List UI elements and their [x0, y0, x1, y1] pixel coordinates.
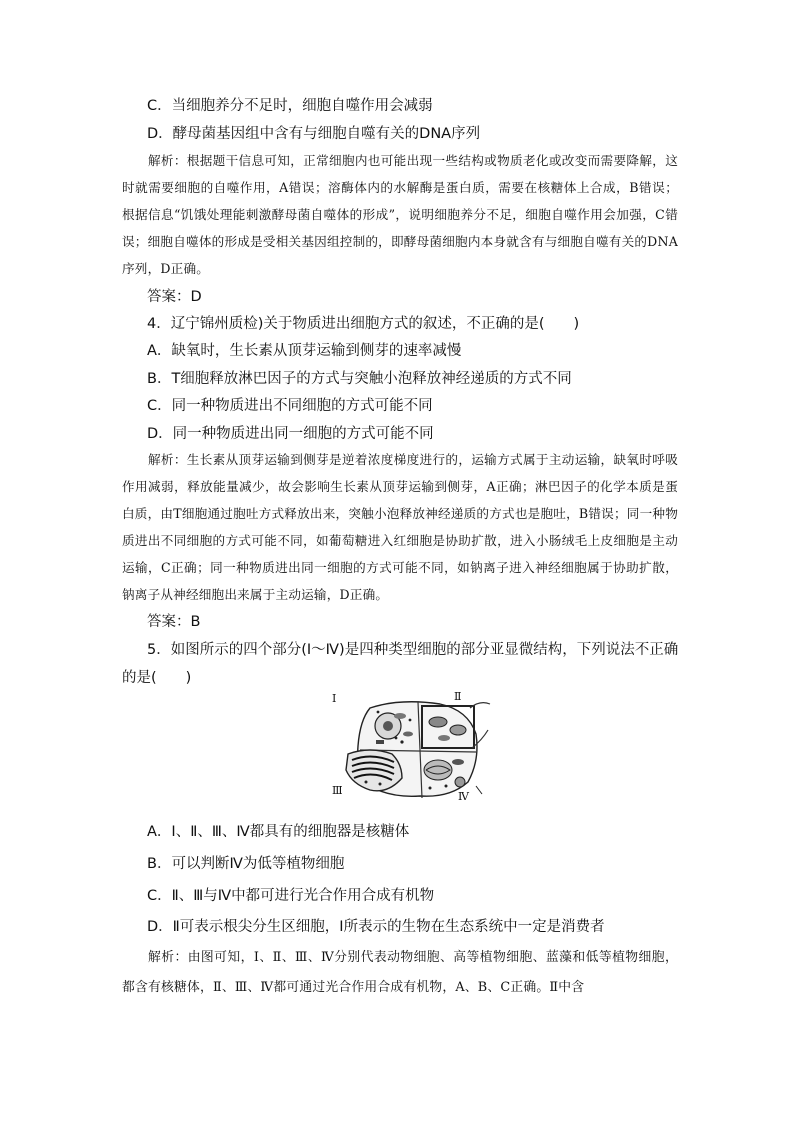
figure-label-iv: Ⅳ	[458, 790, 469, 803]
q3-option-c: C．当细胞养分不足时，细胞自噬作用会减弱	[147, 98, 433, 114]
q5-stem-line2: 的是( )	[122, 670, 192, 686]
figure-label-ii: Ⅱ	[454, 690, 462, 703]
q4-option-d: D．同一种物质进出同一细胞的方式可能不同	[147, 426, 434, 442]
cell-diagram-svg	[330, 690, 492, 805]
q5-option-d: D．Ⅱ可表示根尖分生区细胞，Ⅰ所表示的生物在生态系统中一定是消费者	[147, 919, 605, 935]
q3-explanation: 解析：根据题干信息可知，正常细胞内也可能出现一些结构或物质老化或改变而需要降解，这时就需要细胞的自噬作用，A错误；溶酶体内的水解酶是蛋白质，需要在核糖体上合成，B错误；根据信息“饥饿处理能刺激酵母菌自噬体的形成”，说明细胞养分不足，细胞自噬作用会加强，C错误；细胞自噬体的形成是受相关基因组控制的，即酵母菌细胞内本身就含有与细胞自噬有关的DNA序列，D正确。	[122, 153, 678, 276]
figure-label-iii: Ⅲ	[332, 784, 343, 797]
q4-stem: 4．辽宁锦州质检)关于物质进出细胞方式的叙述，不正确的是( )	[147, 316, 580, 332]
q3-answer: 答案：D	[147, 289, 202, 305]
q5-option-b: B．可以判断Ⅳ为低等植物细胞	[147, 856, 345, 872]
q4-option-b: B．T细胞释放淋巴因子的方式与突触小泡释放神经递质的方式不同	[147, 371, 572, 387]
q5-stem-line1: 5．如图所示的四个部分(Ⅰ～Ⅳ)是四种类型细胞的部分亚显微结构，下列说法不正确	[147, 642, 679, 658]
q5-option-a: A．Ⅰ、Ⅱ、Ⅲ、Ⅳ都具有的细胞器是核糖体	[147, 824, 410, 840]
q4-option-a: A．缺氧时，生长素从顶芽运输到侧芽的速率减慢	[147, 343, 462, 359]
q3-option-d: D．酵母菌基因组中含有与细胞自噬有关的DNA序列	[147, 126, 481, 142]
q5-option-c: C．Ⅱ、Ⅲ与Ⅳ中都可进行光合作用合成有机物	[147, 888, 435, 904]
figure-label-i: Ⅰ	[332, 692, 337, 705]
cell-structure-figure	[330, 690, 492, 805]
q4-explanation: 解析：生长素从顶芽运输到侧芽是逆着浓度梯度进行的，运输方式属于主动运输，缺氧时呼吸作用减弱，释放能量减少，故会影响生长素从顶芽运输到侧芽，A正确；淋巴因子的化学本质是蛋白质，由T细胞通过胞吐方式释放出来，突触小泡释放神经递质的方式也是胞吐，B错误；同一种物质进出不同细胞的方式可能不同，如葡萄糖进入红细胞是协助扩散，进入小肠绒毛上皮细胞是主动运输，C正确；同一种物质进出同一细胞的方式可能不同，如钠离子进入神经细胞属于协助扩散，钠离子从神经细胞出来属于主动运输，D正确。	[122, 452, 678, 602]
q4-option-c: C．同一种物质进出不同细胞的方式可能不同	[147, 398, 433, 414]
q4-answer: 答案：B	[147, 614, 201, 630]
q5-explanation: 解析：由图可知，Ⅰ、Ⅱ、Ⅲ、Ⅳ分别代表动物细胞、高等植物细胞、蓝藻和低等植物细胞，都含有核糖体，Ⅱ、Ⅲ、Ⅳ都可通过光合作用合成有机物，A、B、C正确。Ⅱ中含	[122, 950, 678, 995]
